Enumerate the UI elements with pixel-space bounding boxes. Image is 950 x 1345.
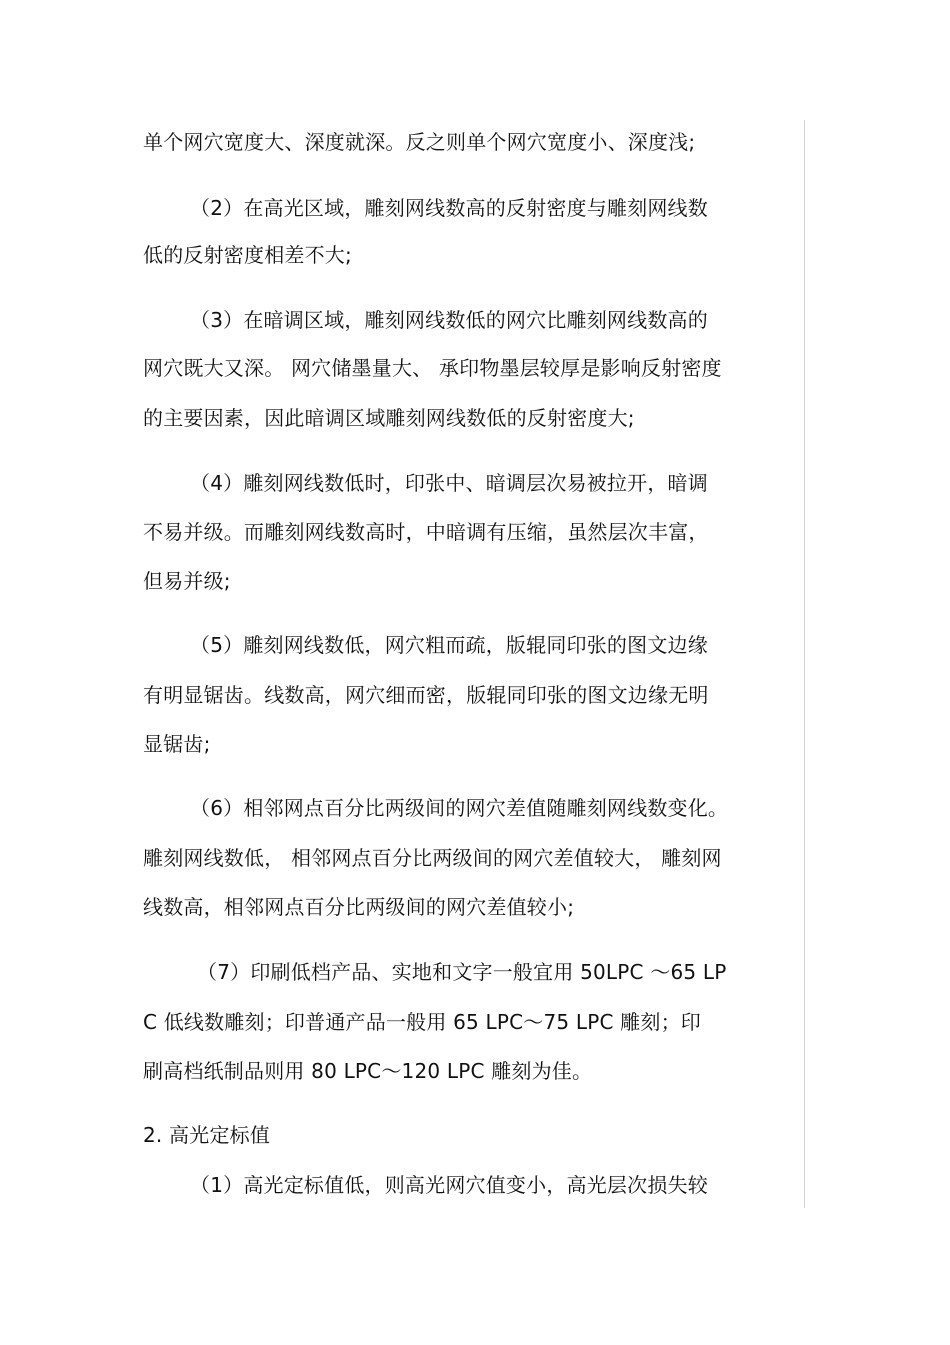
paragraph-7-line: C 低线数雕刻；印普通产品一般用 65 LPC～75 LPC 雕刻；印 bbox=[143, 1010, 701, 1034]
paragraph-4-line: 不易并级。而雕刻网线数高时，中暗调有压缩，虽然层次丰富， bbox=[143, 520, 709, 544]
paragraph-4-line: （4）雕刻网线数低时，印张中、暗调层次易被拉开，暗调 bbox=[190, 471, 708, 495]
paragraph-5-line: 显锯齿; bbox=[143, 732, 211, 756]
paragraph-6-line: 线数高，相邻网点百分比两级间的网穴差值较小; bbox=[143, 895, 575, 919]
paragraph-5-line: （5）雕刻网线数低，网穴粗而疏，版辊同印张的图文边缘 bbox=[190, 633, 708, 657]
paragraph-3-line: 网穴既大又深。 网穴储墨量大、 承印物墨层较厚是影响反射密度 bbox=[143, 356, 722, 380]
page-edge-rule bbox=[804, 120, 805, 1208]
body-text-line: 单个网穴宽度大、深度就深。反之则单个网穴宽度小、深度浅; bbox=[143, 130, 696, 154]
paragraph-6-line: （6）相邻网点百分比两级间的网穴差值随雕刻网线数变化。 bbox=[190, 796, 729, 820]
paragraph-5-line: 有明显锯齿。线数高，网穴细而密，版辊同印张的图文边缘无明 bbox=[143, 683, 709, 707]
paragraph-3-line: （3）在暗调区域，雕刻网线数低的网穴比雕刻网线数高的 bbox=[190, 308, 708, 332]
paragraph-2-line: 低的反射密度相差不大; bbox=[143, 243, 352, 267]
paragraph-7-line: （7）印刷低档产品、实地和文字一般宜用 50LPC ～65 LP bbox=[197, 960, 727, 984]
paragraph-6-line: 雕刻网线数低， 相邻网点百分比两级间的网穴差值较大， 雕刻网 bbox=[143, 846, 722, 870]
paragraph-3-line: 的主要因素，因此暗调区域雕刻网线数低的反射密度大; bbox=[143, 406, 635, 430]
paragraph-7-line: 刷高档纸制品则用 80 LPC～120 LPC 雕刻为佳。 bbox=[143, 1059, 593, 1083]
paragraph-line: （1）高光定标值低，则高光网穴值变小，高光层次损失较 bbox=[190, 1173, 708, 1197]
paragraph-4-line: 但易并级; bbox=[143, 569, 231, 593]
paragraph-2-line: （2）在高光区域，雕刻网线数高的反射密度与雕刻网线数 bbox=[190, 196, 708, 220]
section-heading: 2. 高光定标值 bbox=[143, 1123, 271, 1147]
